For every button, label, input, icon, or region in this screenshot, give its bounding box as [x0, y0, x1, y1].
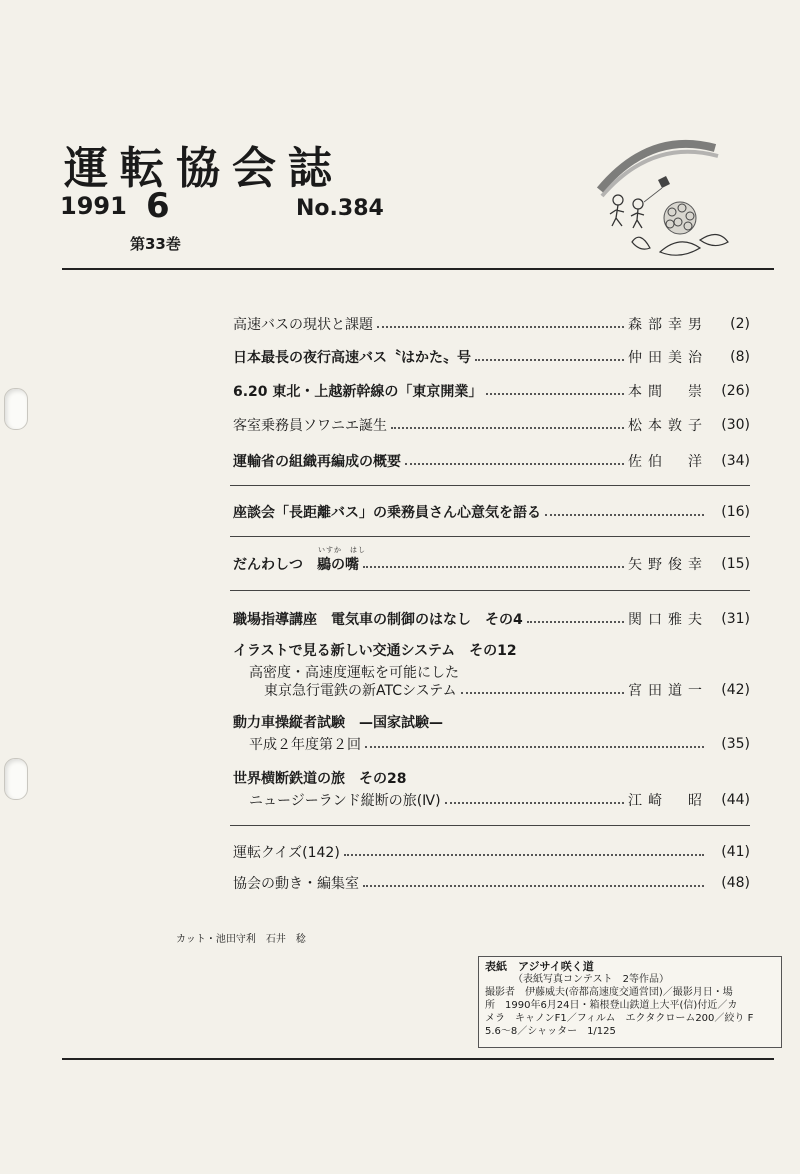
toc-page: (8) [730, 349, 750, 365]
toc-author: 松本敦子 [628, 418, 708, 434]
journal-title: 運転協会誌 [64, 143, 344, 194]
section-divider [230, 536, 750, 537]
toc-subtitle: 東京急行電鉄の新ATCシステム [264, 683, 457, 699]
toc-page: (26) [721, 383, 750, 399]
toc-entry [233, 379, 750, 403]
leader-dots [445, 802, 624, 804]
toc-page: (31) [721, 611, 750, 627]
cover-note-subtitle: （表紙写真コンテスト 2等作品） [513, 974, 669, 985]
toc-entry [233, 871, 750, 895]
leader-dots [405, 463, 624, 465]
leader-dots [461, 692, 624, 694]
toc-subtitle: 高密度・高速度運転を可能にした [249, 665, 459, 681]
cover-note-line: 撮影者 伊藤威夫(帝都高速度交通営団)／撮影月日・場 [485, 987, 733, 998]
toc-title: 日本最長の夜行高速バス〝はかた〟号 [233, 350, 471, 366]
toc-title: 座談会「長距離バス」の乗務員さん心意気を語る [233, 505, 541, 521]
toc-subtitle: 平成２年度第２回 [249, 737, 361, 753]
binder-hole [4, 758, 28, 800]
toc-page: (16) [721, 504, 750, 520]
toc-title: だんわしつ 鶍の嘴 [233, 557, 359, 573]
toc-title: 世界横断鉄道の旅 その28 [233, 771, 407, 787]
toc-page: (30) [721, 417, 750, 433]
rainbow-illustration [540, 130, 740, 270]
toc-title: 動力車操縦者試験 —国家試験— [233, 715, 443, 731]
toc-entry [233, 345, 750, 369]
toc-author: 森部幸男 [628, 317, 708, 333]
leader-dots [545, 514, 704, 516]
toc-author: 江崎 昭 [628, 793, 708, 809]
leader-dots [363, 566, 624, 568]
toc-page: (34) [721, 453, 750, 469]
toc-title: 6.20 東北・上越新幹線の「東京開業」 [233, 384, 483, 400]
leader-dots [377, 326, 624, 328]
issue-month: 6 [146, 186, 170, 226]
leader-dots [391, 427, 624, 429]
leader-dots [365, 746, 704, 748]
cover-note-box [478, 956, 782, 1048]
toc-title: イラストで見る新しい交通システム その12 [233, 643, 517, 659]
issue-number: No.384 [296, 196, 384, 221]
cover-note-line: 5.6～8／シャッター 1/125 [485, 1026, 616, 1037]
toc-page: (44) [721, 792, 750, 808]
children-kite-illustration [610, 176, 670, 228]
toc-author: 本間 崇 [628, 384, 708, 400]
hydrangea-illustration [632, 202, 728, 255]
toc-author: 関口雅夫 [628, 612, 708, 628]
cover-note-line: メラ キャノンF1／フィルム エクタクローム200／絞り F [485, 1013, 754, 1024]
toc-page: (42) [721, 682, 750, 698]
toc-entry [233, 500, 750, 524]
toc-page: (35) [721, 736, 750, 752]
toc-page: (41) [721, 844, 750, 860]
toc-entry [264, 678, 750, 702]
leader-dots [344, 854, 704, 856]
issue-year: 1991 [60, 192, 127, 220]
leader-dots [363, 885, 704, 887]
top-rule [62, 268, 774, 270]
leader-dots [475, 359, 624, 361]
toc-title: 協会の動き・編集室 [233, 876, 359, 892]
toc-entry [233, 840, 750, 864]
toc-title: 高速バスの現状と課題 [233, 317, 373, 333]
toc-entry [249, 732, 750, 756]
cover-note-line: 所 1990年6月24日・箱根登山鉄道上大平(信)付近／カ [485, 1000, 738, 1011]
toc-title: 運輸省の組織再編成の概要 [233, 454, 401, 470]
toc-author: 佐伯 洋 [628, 454, 708, 470]
volume-number: 第33巻 [130, 235, 181, 253]
toc-entry [233, 552, 750, 576]
toc-author: 宮田道一 [628, 683, 708, 699]
section-divider [230, 825, 750, 826]
toc-title: 運転クイズ(142) [233, 845, 340, 861]
toc-subtitle: ニュージーランド縦断の旅(Ⅳ) [249, 793, 441, 809]
toc-entry [233, 607, 750, 631]
section-divider [230, 590, 750, 591]
cover-note-title: 表紙 アジサイ咲く道 [485, 960, 594, 973]
leader-dots [486, 393, 624, 395]
toc-title: 職場指導講座 電気車の制御のはなし その4 [233, 612, 523, 628]
toc-page: (2) [730, 316, 750, 332]
toc-title: 客室乗務員ソワニエ誕生 [233, 418, 387, 434]
leader-dots [527, 621, 624, 623]
toc-page: (15) [721, 556, 750, 572]
section-divider [230, 485, 750, 486]
toc-author: 矢野俊幸 [628, 557, 708, 573]
bottom-rule [62, 1058, 774, 1060]
toc-author: 仲田美治 [628, 350, 708, 366]
toc-entry [233, 312, 750, 336]
binder-hole [4, 388, 28, 430]
toc-entry [233, 413, 750, 437]
toc-page: (48) [721, 875, 750, 891]
toc-entry [249, 788, 750, 812]
illustration-credit: カット・池田守利 石井 稔 [176, 934, 306, 945]
toc-entry [233, 449, 750, 473]
ruby-reading: いすか はし [318, 546, 366, 554]
